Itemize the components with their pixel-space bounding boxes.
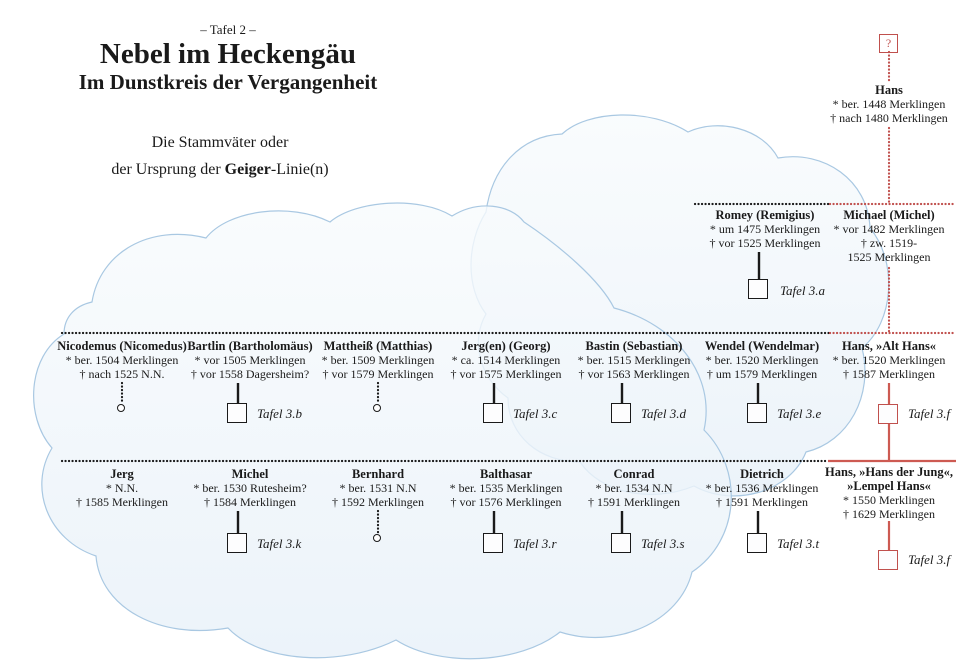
person-died: † 1584 Merklingen (204, 495, 296, 509)
person-died: † 1591 Merklingen (588, 495, 680, 509)
person-gen2-romey (698, 208, 832, 250)
tafel-ref-3e: Tafel 3.e (777, 406, 822, 421)
person-born: * ber. 1448 Merklingen (832, 97, 946, 111)
person-died: † vor 1576 Merklingen (450, 495, 562, 509)
person-name: Nicodemus (Nicomedus) (57, 339, 187, 353)
person-gen3-bastin (567, 339, 701, 381)
page-subtitle: Im Dunstkreis der Vergangenheit (78, 70, 378, 94)
deadend-ring-nicodemus (117, 404, 125, 412)
tafel-number-label: – Tafel 2 – (200, 22, 256, 37)
person-name: Dietrich (740, 467, 784, 481)
tafel-box-3f-hans-der-jung (878, 550, 898, 570)
person-born: * ber. 1534 N.N (595, 481, 673, 495)
person-name: Romey (Remigius) (715, 208, 815, 222)
person-gen2-michael (822, 208, 956, 264)
person-name: Hans, »Alt Hans« (841, 339, 937, 353)
person-name: Hans (875, 83, 903, 97)
person-gen4-balthasar (439, 467, 573, 509)
deadend-ring-bernhard (373, 534, 381, 542)
tafel-ref-3r: Tafel 3.r (513, 536, 557, 551)
person-died: † nach 1525 N.N. (79, 367, 165, 381)
person-died: † vor 1579 Merklingen (322, 367, 434, 381)
person-name: Bernhard (351, 467, 405, 481)
intro-line2 (30, 160, 410, 179)
tafel-box-3r (483, 533, 503, 553)
person-name: Jerg (110, 467, 134, 481)
person-name: Bastin (Sebastian) (585, 339, 683, 353)
intro-text (30, 133, 410, 179)
person-name: Mattheiß (Matthias) (323, 339, 433, 353)
person-name: Bartlin (Bartholomäus) (187, 339, 313, 353)
tafel-ref-3s: Tafel 3.s (641, 536, 685, 551)
person-gen3-alt-hans (822, 339, 956, 381)
tafel-box-3b (227, 403, 247, 423)
person-gen4-bernhard (311, 467, 445, 509)
page-header (28, 22, 428, 94)
person-born: * ber. 1520 Merklingen (705, 353, 819, 367)
person-gen1-hans (822, 83, 956, 125)
person-born: * ber. 1530 Rutesheim? (193, 481, 307, 495)
tafel-ref-3c: Tafel 3.c (513, 406, 558, 421)
person-died: † 1629 Merklingen (843, 507, 935, 521)
tafel-box-3e (747, 403, 767, 423)
person-name: Conrad (613, 467, 655, 481)
person-died: † 1591 Merklingen (716, 495, 808, 509)
tafel-ref-3f-alt-hans: Tafel 3.f (908, 406, 951, 421)
person-name: Hans, »Hans der Jung«, (825, 465, 953, 479)
tafel-box-3a (748, 279, 768, 299)
person-born: * vor 1482 Merklingen (833, 222, 945, 236)
person-died: † vor 1525 Merklingen (709, 236, 821, 250)
person-gen4-hans-der-jung (822, 465, 956, 521)
person-born: * ber. 1520 Merklingen (832, 353, 946, 367)
person-born: * um 1475 Merklingen (709, 222, 821, 236)
tafel-ref-3f-hans-der-jung: Tafel 3.f (908, 552, 951, 567)
person-name: Michael (Michel) (843, 208, 935, 222)
tafel-ref-3t: Tafel 3.t (777, 536, 820, 551)
person-born: * ber. 1509 Merklingen (321, 353, 435, 367)
tafel-box-3f-alt-hans (878, 404, 898, 424)
person-name: Michel (231, 467, 269, 481)
person-gen3-jergen (439, 339, 573, 381)
person-born: * ber. 1536 Merklingen (705, 481, 819, 495)
person-born: * ber. 1531 N.N (339, 481, 417, 495)
person-died: † vor 1558 Dagersheim? (190, 367, 310, 381)
person-born: * N.N. (105, 481, 139, 495)
person-born: * ber. 1515 Merklingen (577, 353, 691, 367)
person-gen4-jerg (55, 467, 189, 509)
tafel-box-3k (227, 533, 247, 553)
person-born: * ber. 1504 Merklingen (65, 353, 179, 367)
person-died: † nach 1480 Merklingen (830, 111, 948, 125)
deadend-ring-mattheiss (373, 404, 381, 412)
person-gen4-conrad (567, 467, 701, 509)
tafel-ref-3b: Tafel 3.b (257, 406, 303, 421)
tafel-box-3c (483, 403, 503, 423)
person-died: † vor 1563 Merklingen (578, 367, 690, 381)
person-died: † zw. 1519- (860, 236, 918, 250)
person-died: † 1592 Merklingen (332, 495, 424, 509)
person-name: Jerg(en) (Georg) (461, 339, 551, 353)
tafel-ref-3d: Tafel 3.d (641, 406, 687, 421)
person-name: Wendel (Wendelmar) (704, 339, 820, 353)
tafel-ref-3a: Tafel 3.a (780, 283, 826, 298)
tafel-box-3s (611, 533, 631, 553)
person-born: * ber. 1535 Merklingen (449, 481, 563, 495)
person-died: † 1587 Merklingen (843, 367, 935, 381)
person-gen4-dietrich (695, 467, 829, 509)
intro-line2-post: -Linie(n) (270, 161, 329, 178)
intro-line2-pre: der Ursprung der (111, 161, 225, 178)
tafel-box-3d (611, 403, 631, 423)
intro-line1: Die Stammväter oder (151, 134, 289, 151)
tafel-ref-3k: Tafel 3.k (257, 536, 302, 551)
person-gen3-mattheiss (311, 339, 445, 381)
person-name: Balthasar (479, 467, 533, 481)
tafel-box-3t (747, 533, 767, 553)
person-name-cont: »Lempel Hans« (847, 479, 931, 493)
person-born: * ca. 1514 Merklingen (451, 353, 561, 367)
person-gen3-nicodemus (55, 339, 189, 381)
person-died-cont: 1525 Merklingen (847, 250, 931, 264)
person-gen3-bartlin (183, 339, 317, 381)
intro-line2-surname: Geiger (224, 161, 271, 178)
person-born: * 1550 Merklingen (843, 493, 935, 507)
person-died: † 1585 Merklingen (76, 495, 168, 509)
person-died: † vor 1575 Merklingen (450, 367, 562, 381)
person-gen3-wendel (695, 339, 829, 381)
page-title: Nebel im Heckengäu (99, 38, 357, 70)
person-born: * vor 1505 Merklingen (194, 353, 306, 367)
unknown-ancestor-box: ? (879, 34, 898, 53)
person-gen4-michel (183, 467, 317, 509)
person-died: † um 1579 Merklingen (706, 367, 818, 381)
